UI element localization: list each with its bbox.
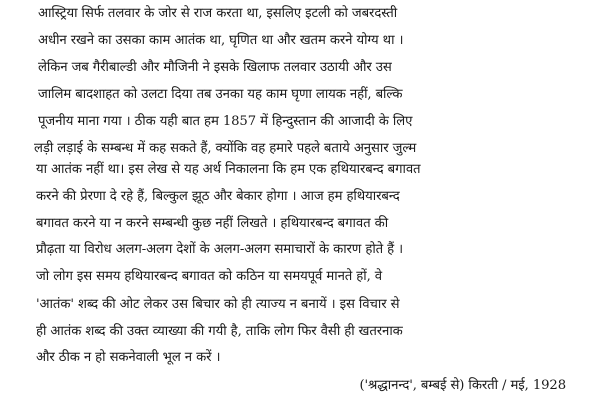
paragraph-line-9: बगावत करने या न करने सम्बन्धी कुछ नहीं लिखते । हथियारबन्द बगावत की bbox=[36, 216, 389, 231]
paragraph-line-14: और ठीक न हो सकनेवाली भूल न करें । bbox=[36, 350, 221, 365]
paragraph-line-10: प्रौढ़ता या विरोध अलग-अलग देशों के अलग-अलग समाचारों के कारण होते हैं । bbox=[36, 242, 404, 257]
paragraph-line-5: पूजनीय माना गया । ठीक यही बात हम 1857 में हिन्दुस्तान की आजादी के लिए bbox=[38, 114, 413, 129]
paragraph-line-8: करने की प्रेरणा दे रहे हैं, बिल्कुल झूठ और बेकार होगा । आज हम हथियारबन्द bbox=[36, 189, 400, 204]
paragraph-line-4: जालिम बादशाहत को उलटा दिया तब उनका यह काम घृणा लायक नहीं, बल्कि bbox=[38, 87, 403, 102]
signature-line: ('श्रद्धानन्द', बम्बई से) किरती / मई, 1928 bbox=[359, 378, 566, 393]
paragraph-line-12: 'आतंक' शब्द की ओट लेकर उस बिचार को ही त्याज्य न बनायें । इस विचार से bbox=[36, 297, 400, 312]
paragraph-line-3: लेकिन जब गैरीबाल्डी और मौजिनी ने इसके खिलाफ तलवार उठायी और उस bbox=[38, 60, 392, 75]
paragraph-line-11: जो लोग इस समय हथियारबन्द बगावत को कठिन या समयपूर्व मानते हों, वे bbox=[36, 269, 383, 284]
paragraph-line-6: लड़ी लड़ाई के सम्बन्ध में कह सकते हैं, क्योंकि वह हमारे पहले बताये अनुसार जुल्म bbox=[34, 141, 417, 156]
paragraph-line-13: ही आतंक शब्द की उक्त व्याख्या की गयी है, ताकि लोग फिर वैसी ही खतरनाक bbox=[36, 324, 403, 339]
paragraph-line-2: अधीन रखने का उसका काम आतंक था, घृणित था और खतम करने योग्य था । bbox=[38, 33, 404, 48]
paragraph-line-7: या आतंक नहीं था। इस लेख से यह अर्थ निकालना कि हम एक हथियारबन्द बगावत bbox=[36, 162, 421, 177]
paragraph-line-1: आस्ट्रिया सिर्फ तलवार के जोर से राज करता था, इसलिए इटली को जबरदस्ती bbox=[38, 6, 398, 21]
